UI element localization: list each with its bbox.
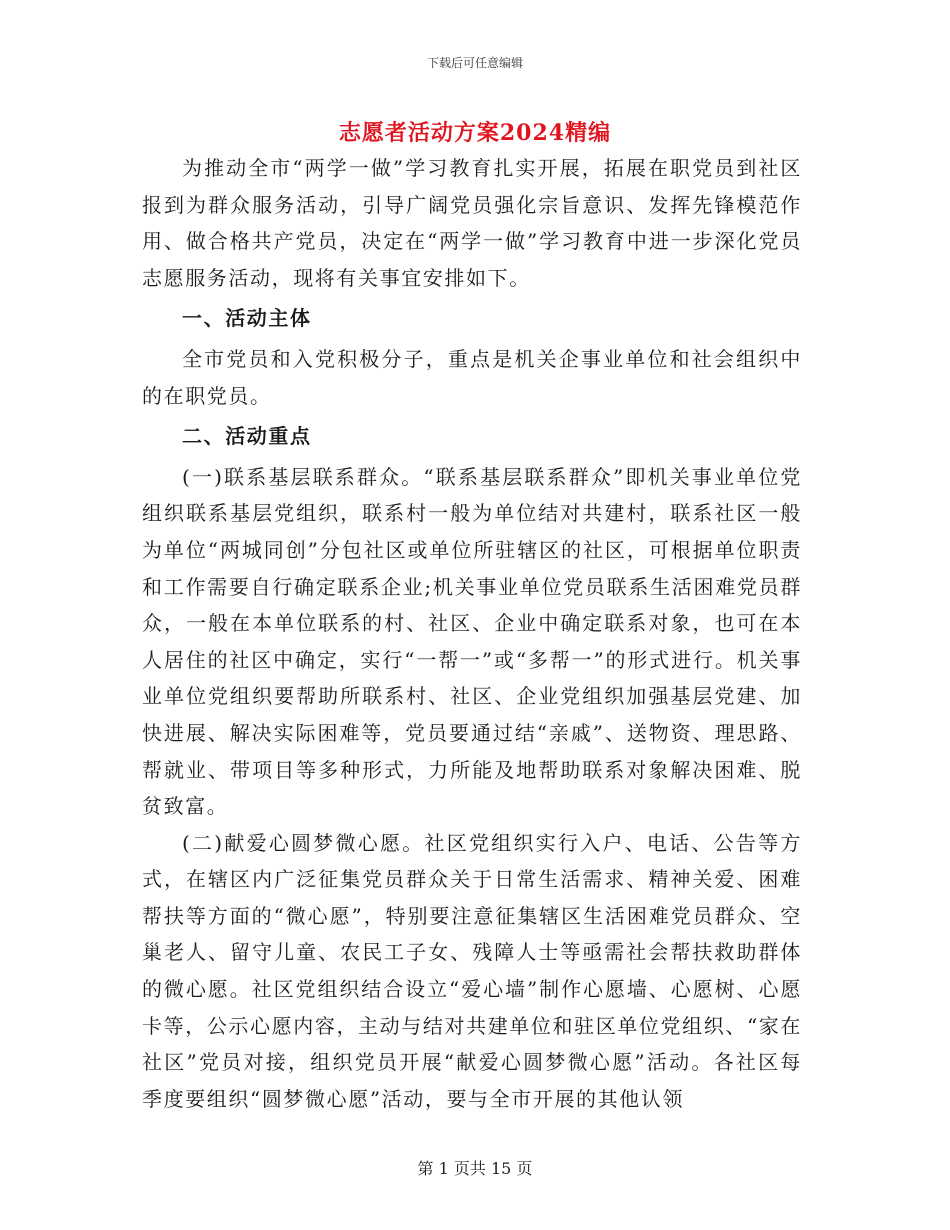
- section-subject-paragraph: 全市党员和入党积极分子，重点是机关企事业单位和社会组织中的在职党员。: [142, 346, 802, 408]
- section-heading-focus: 二、活动重点: [182, 424, 312, 449]
- page-number-footer: 第 1 页共 15 页: [417, 1159, 533, 1178]
- focus-item-2-paragraph: (二)献爱心圆梦微心愿。社区党组织实行入户、电话、公告等方式，在辖区内广泛征集党员群众关于日常生活需求、精神关爱、困难帮扶等方面的“微心愿”，特别要注意征集辖区生活困难党员群众、空巢老人、留守儿童、农民工子女、残障人士等亟需社会帮扶救助群体的微心愿。社区党组织结合设立“爱心墙”制作心愿墙、心愿树、心愿卡等，公示心愿内容，主动与结对共建单位和驻区单位党组织、“家在社区”党员对接，组织党员开展“献爱心圆梦微心愿”活动。各社区每季度要组织“圆梦微心愿”活动，要与全市开展的其他认领: [142, 830, 802, 1111]
- document-title: 志愿者活动方案2024精编: [338, 120, 612, 146]
- focus-item-1-paragraph: (一)联系基层联系群众。“联系基层联系群众”即机关事业单位党组织联系基层党组织，联系村一般为单位结对共建村，联系社区一般为单位“两城同创”分包社区或单位所驻辖区的社区，可根据单位职责和工作需要自行确定联系企业;机关事业单位党员联系生活困难党员群众，一般在本单位联系的村、社区、企业中确定联系对象，也可在本人居住的社区中确定，实行“一帮一”或“多帮一”的形式进行。机关事业单位党组织要帮助所联系村、社区、企业党组织加强基层党建、加快进展、解决实际困难等，党员要通过结“亲戚”、送物资、理思路、帮就业、带项目等多种形式，力所能及地帮助联系对象解决困难、脱贫致富。: [142, 464, 802, 819]
- section-heading-subject: 一、活动主体: [182, 306, 312, 331]
- document-body: [142, 150, 802, 1117]
- intro-paragraph: 为推动全市“两学一做”学习教育扎实开展，拓展在职党员到社区报到为群众服务活动，引导广阔党员强化宗旨意识、发挥先锋模范作用、做合格共产党员，决定在“两学一做”学习教育中进一步深化党员志愿服务活动，现将有关事宜安排如下。: [142, 156, 802, 290]
- header-note: 下载后可任意编辑: [426, 56, 523, 70]
